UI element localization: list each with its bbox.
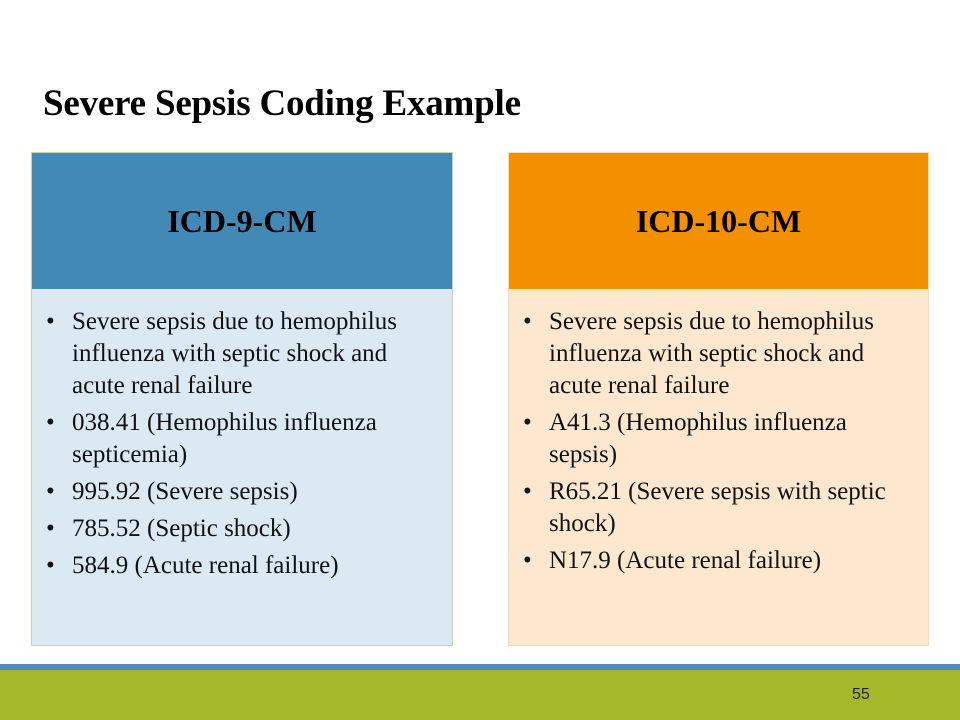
page-number: 55	[852, 686, 870, 703]
list-item-text: R65.21 (Severe sepsis with septic shock)	[549, 478, 886, 537]
slide-title: Severe Sepsis Coding Example	[43, 83, 521, 124]
icd9-list	[32, 289, 452, 582]
list-item	[46, 550, 440, 582]
bullet-dot-icon: •	[523, 478, 532, 505]
list-item	[523, 306, 916, 402]
bullet-dot-icon: •	[523, 409, 532, 436]
list-item-text: Severe sepsis due to hemophilus influenza with septic shock and acute renal failure	[72, 308, 397, 399]
list-item-text: 584.9 (Acute renal failure)	[72, 552, 339, 579]
icd10-panel	[508, 152, 929, 646]
list-item	[46, 476, 440, 508]
list-item-text: 038.41 (Hemophilus influenza septicemia)	[72, 409, 377, 468]
list-item-text: Severe sepsis due to hemophilus influenza with septic shock and acute renal failure	[549, 308, 874, 399]
list-item-text: 995.92 (Severe sepsis)	[72, 478, 298, 505]
icd10-body	[509, 289, 928, 645]
bullet-dot-icon: •	[46, 515, 55, 542]
list-item	[46, 306, 440, 402]
bullet-dot-icon: •	[523, 547, 532, 574]
bullet-dot-icon: •	[523, 308, 532, 335]
icd10-list	[509, 289, 928, 577]
list-item	[523, 545, 916, 577]
list-item-text: A41.3 (Hemophilus influenza sepsis)	[549, 409, 847, 468]
icd9-panel	[31, 152, 453, 646]
list-item	[46, 407, 440, 471]
bullet-dot-icon: •	[46, 308, 55, 335]
bullet-dot-icon: •	[46, 409, 55, 436]
icd9-header: ICD-9-CM	[32, 153, 452, 289]
bullet-dot-icon: •	[46, 478, 55, 505]
icd10-header: ICD-10-CM	[509, 153, 928, 289]
list-item	[523, 476, 916, 540]
list-item	[46, 513, 440, 545]
footer-bar	[0, 670, 960, 720]
list-item-text: 785.52 (Septic shock)	[72, 515, 291, 542]
bullet-dot-icon: •	[46, 552, 55, 579]
icd9-body	[32, 289, 452, 645]
list-item-text: N17.9 (Acute renal failure)	[549, 547, 822, 574]
list-item	[523, 407, 916, 471]
